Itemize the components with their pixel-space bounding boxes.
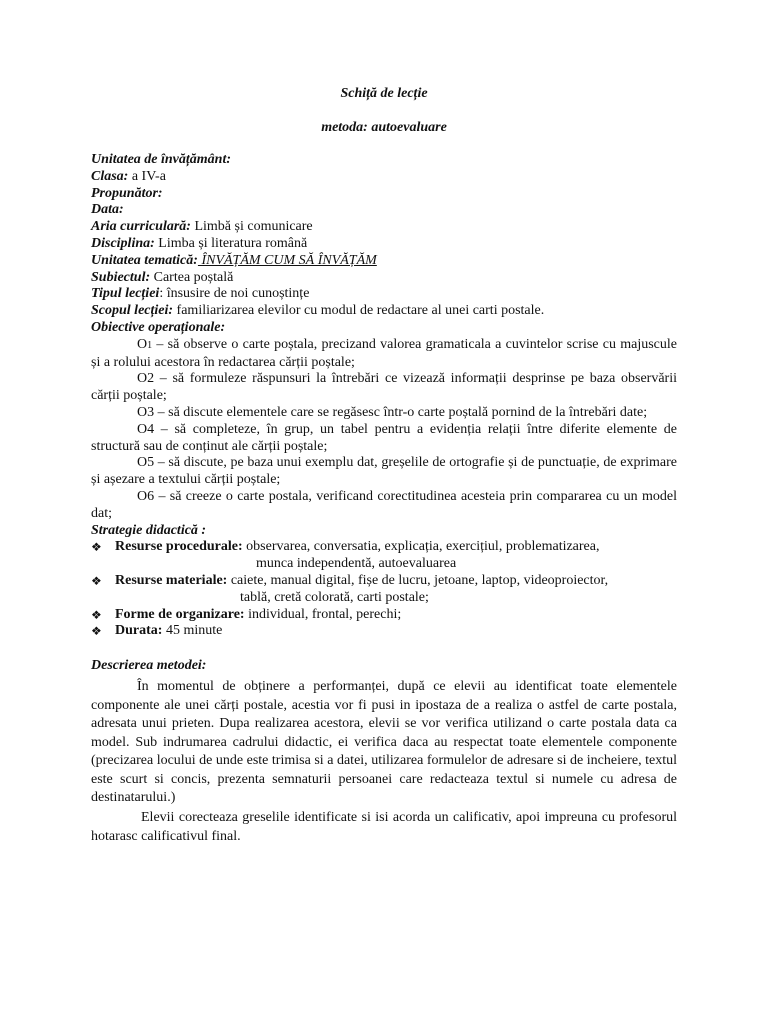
- field-value: : însusire de noi cunoștințe: [159, 286, 310, 302]
- diamond-bullet-icon: ❖: [91, 607, 102, 622]
- strategy-value: observarea, conversatia, explicația, exercițiul, problematizarea,: [242, 539, 600, 555]
- field-label: Data:: [91, 202, 124, 218]
- objective-code: O: [137, 336, 148, 352]
- objective-code-sub: 1: [147, 339, 153, 351]
- strategy-label: Resurse materiale:: [115, 572, 228, 588]
- document-title: Schiță de lecție: [340, 86, 428, 101]
- objective-code: O3: [137, 404, 155, 420]
- field-label: Unitatea de învățământ:: [91, 152, 231, 167]
- field-label: Clasa:: [91, 168, 129, 184]
- field-label: Subiectul:: [91, 269, 151, 285]
- objective-item: [91, 455, 677, 489]
- field-unit: [91, 152, 677, 169]
- strategy-item: [91, 573, 677, 590]
- objective-text: – să discute, pe baza unui exemplu dat, greșelile de ortografie și de punctuație, de exprimare și așezare a textului cărții poștale;: [91, 455, 677, 488]
- objective-item: [91, 489, 677, 523]
- field-value: Cartea poștală: [150, 269, 234, 285]
- objective-code: O5: [137, 455, 155, 471]
- objective-code: O2: [137, 371, 155, 387]
- field-value: Limba și literatura română: [154, 235, 308, 251]
- field-lesson-type: [91, 286, 677, 303]
- field-value: familiarizarea elevilor cu modul de redactare al unei carti postale.: [173, 303, 545, 319]
- field-discipline: [91, 236, 677, 253]
- objective-text: – să creeze o carte postala, verificand corectitudinea acesteia prin compararea cu un model dat;: [91, 488, 677, 521]
- field-label: Disciplina:: [91, 235, 155, 251]
- objective-code: O4: [137, 421, 155, 437]
- field-curricular-area: [91, 219, 677, 236]
- diamond-bullet-icon: ❖: [91, 573, 102, 588]
- strategy-value: individual, frontal, perechi;: [244, 606, 402, 622]
- objective-text: – să formuleze răspunsuri la întrebări ce vizează informații desprinse pe baza observării cărții poștale;: [91, 371, 677, 404]
- objective-text: – să observe o carte poștala, precizand valorea gramaticala a cuvintelor scrise cu majuscule și a rolului acestora în redactarea cărții poștale;: [91, 336, 677, 370]
- strategy-item: [91, 623, 677, 640]
- field-thematic-unit: [91, 253, 677, 270]
- objective-item: [91, 337, 677, 372]
- objectives-list: [91, 337, 677, 523]
- strategy-label: Durata:: [115, 623, 163, 639]
- field-date: [91, 202, 677, 219]
- field-label: Tipul lecției: [91, 286, 160, 302]
- objectives-heading: Obiective operaționale:: [91, 319, 226, 335]
- objective-text: – să discute elementele care se regăsesc într-o carte poștală pornind de la întrebări date;: [154, 404, 648, 420]
- description-heading: Descrierea metodei:: [91, 658, 207, 674]
- strategy-list: [91, 539, 677, 640]
- strategy-label: Forme de organizare:: [115, 606, 245, 622]
- objective-item: [91, 422, 677, 456]
- field-value: Limbă și comunicare: [190, 219, 313, 235]
- description-paragraph: În momentul de obținere a performanței, după ce elevii au identificat toate elementele componente ale unei cărți postale, acestia vor fi pusi in ipostaza de a realiza o astfel de carte postala, adresata unui prieten. Dupa realizarea acestora, elevii se vor verifica utilizand o carte postala data ca model. Sub indrumarea cadrului didactic, ei verifica daca au respectat toate elementele componente (precizarea locului de unde este trimisa si a datei, utilizarea formulelor de adresare si de incheiere, textul este scurt si concis, prezenta semnaturii persoanei care redacteaza textul si numele cu adresa de destinatarului.): [91, 678, 677, 806]
- field-label: Scopul lecției:: [91, 303, 174, 319]
- strategy-item: [91, 539, 677, 556]
- document-subtitle: metoda: autoevaluare: [321, 120, 447, 135]
- objective-code: O6: [137, 488, 155, 504]
- strategy-value: caiete, manual digital, fișe de lucru, jetoane, laptop, videoproiector,: [227, 572, 609, 588]
- objective-text: – să completeze, în grup, un tabel pentru a evidenția relații între diferite elemente de structură sau de conținut ale cărții poștale;: [91, 421, 677, 454]
- field-label: Propunător:: [91, 185, 163, 201]
- field-subject: [91, 270, 677, 287]
- strategy-label: Resurse procedurale:: [115, 539, 243, 555]
- field-label: Aria curriculară:: [91, 219, 191, 235]
- field-value: a IV-a: [128, 168, 166, 184]
- document-body: [91, 152, 677, 846]
- strategy-value: 45 minute: [162, 623, 223, 639]
- strategy-item: [91, 607, 677, 624]
- objective-item: [91, 371, 677, 405]
- lesson-fields: [91, 152, 677, 320]
- strategy-continuation: munca independentă, autoevaluarea: [256, 556, 457, 572]
- field-lesson-purpose: [91, 303, 677, 320]
- strategy-continuation: tablă, cretă colorată, carti postale;: [240, 589, 429, 605]
- description-paragraph: Elevii corecteaza greselile identificate si isi acorda un calificativ, apoi impreuna cu profesorul hotarasc calificativul final.: [91, 810, 677, 844]
- section-spacer: [91, 640, 677, 658]
- strategy-heading: Strategie didactică :: [91, 522, 207, 538]
- field-label: Unitatea tematică:: [91, 252, 198, 268]
- field-value: ÎNVĂȚĂM CUM SĂ ÎNVĂȚĂM: [197, 252, 377, 268]
- diamond-bullet-icon: ❖: [91, 624, 102, 639]
- diamond-bullet-icon: ❖: [91, 540, 102, 555]
- objective-item: [91, 405, 677, 422]
- field-class: [91, 169, 677, 186]
- field-proposer: [91, 186, 677, 203]
